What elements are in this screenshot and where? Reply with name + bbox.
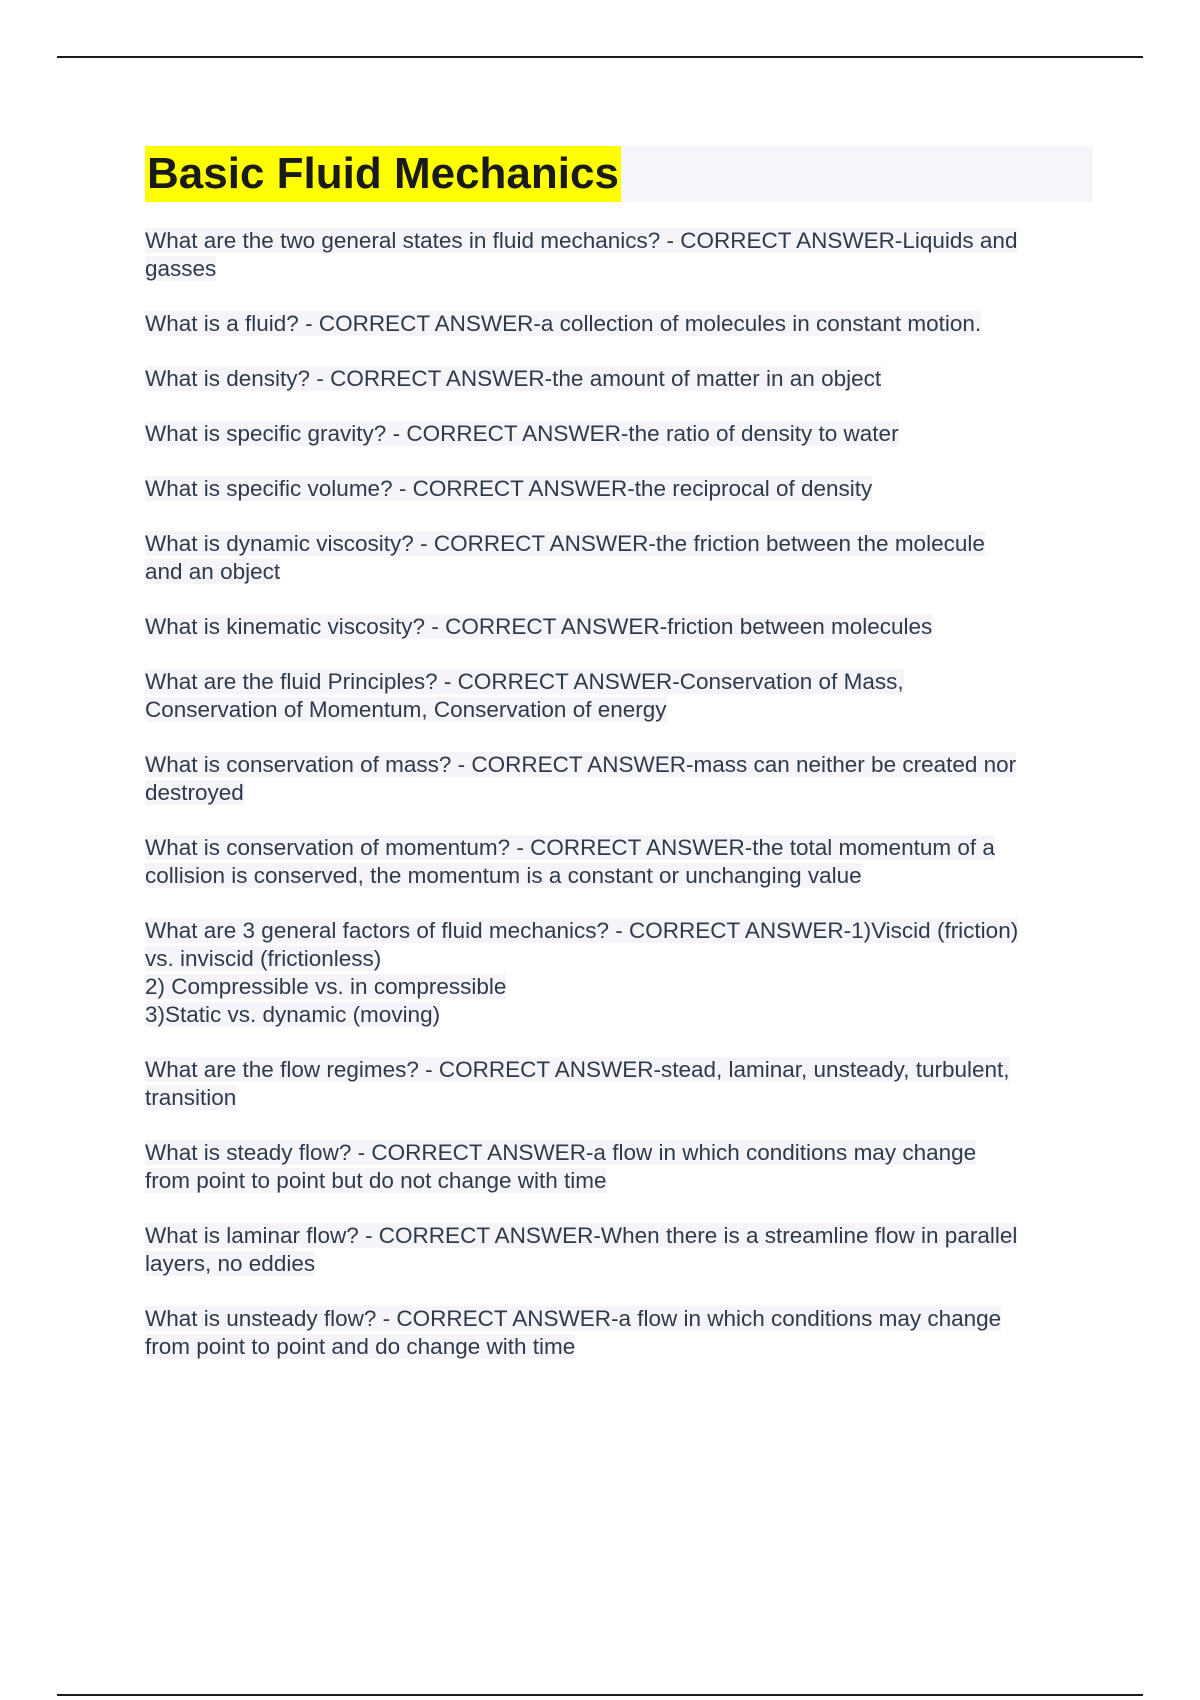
qa-text: What is density? - CORRECT ANSWER-the amount of matter in an object: [145, 366, 882, 391]
qa-item: [145, 1305, 1093, 1361]
qa-text: What is specific volume? - CORRECT ANSWER-the reciprocal of density: [145, 476, 873, 501]
document-body: [145, 146, 1093, 1388]
title-row: [145, 146, 1093, 202]
qa-item: [145, 834, 1093, 890]
qa-item: [145, 1139, 1093, 1195]
qa-list: [145, 227, 1093, 1361]
qa-item: [145, 1222, 1093, 1278]
qa-item: [145, 227, 1093, 283]
qa-text: What is kinematic viscosity? - CORRECT ANSWER-friction between molecules: [145, 614, 933, 639]
qa-text: What is conservation of momentum? - CORRECT ANSWER-the total momentum of a collision is conserved, the momentum is a constant or unchanging value: [145, 835, 995, 888]
qa-item: [145, 310, 1093, 338]
qa-item: [145, 668, 1093, 724]
qa-text: What is unsteady flow? - CORRECT ANSWER-a flow in which conditions may change from point to point and do change with time: [145, 1306, 1002, 1359]
qa-text: What is conservation of mass? - CORRECT ANSWER-mass can neither be created nor destroyed: [145, 752, 1017, 805]
qa-item: [145, 475, 1093, 503]
qa-item: [145, 613, 1093, 641]
qa-text: What is laminar flow? - CORRECT ANSWER-When there is a streamline flow in parallel layers, no eddies: [145, 1223, 1018, 1276]
document-title: Basic Fluid Mechanics: [145, 146, 621, 202]
qa-text: What are the fluid Principles? - CORRECT ANSWER-Conservation of Mass, Conservation of Momentum, Conservation of energy: [145, 669, 904, 722]
qa-item: [145, 420, 1093, 448]
qa-item: [145, 1056, 1093, 1112]
qa-item: [145, 530, 1093, 586]
qa-text: What are the flow regimes? - CORRECT ANSWER-stead, laminar, unsteady, turbulent, transition: [145, 1057, 1010, 1110]
qa-text: What is dynamic viscosity? - CORRECT ANSWER-the friction between the molecule and an object: [145, 531, 985, 584]
qa-text: What is a fluid? - CORRECT ANSWER-a collection of molecules in constant motion.: [145, 311, 982, 336]
qa-text: What are the two general states in fluid mechanics? - CORRECT ANSWER-Liquids and gasses: [145, 228, 1018, 281]
qa-text: What is steady flow? - CORRECT ANSWER-a flow in which conditions may change from point to point but do not change with time: [145, 1140, 977, 1193]
qa-item: [145, 917, 1093, 1029]
qa-item: [145, 751, 1093, 807]
qa-text: What is specific gravity? - CORRECT ANSWER-the ratio of density to water: [145, 421, 899, 446]
qa-item: [145, 365, 1093, 393]
qa-text: What are 3 general factors of fluid mechanics? - CORRECT ANSWER-1)Viscid (friction) vs. inviscid (frictionless) 2) Compressible vs. in compressible 3)Static vs. dynamic (moving): [145, 918, 1019, 1027]
top-divider: [57, 56, 1143, 58]
bottom-divider: [57, 1694, 1143, 1696]
